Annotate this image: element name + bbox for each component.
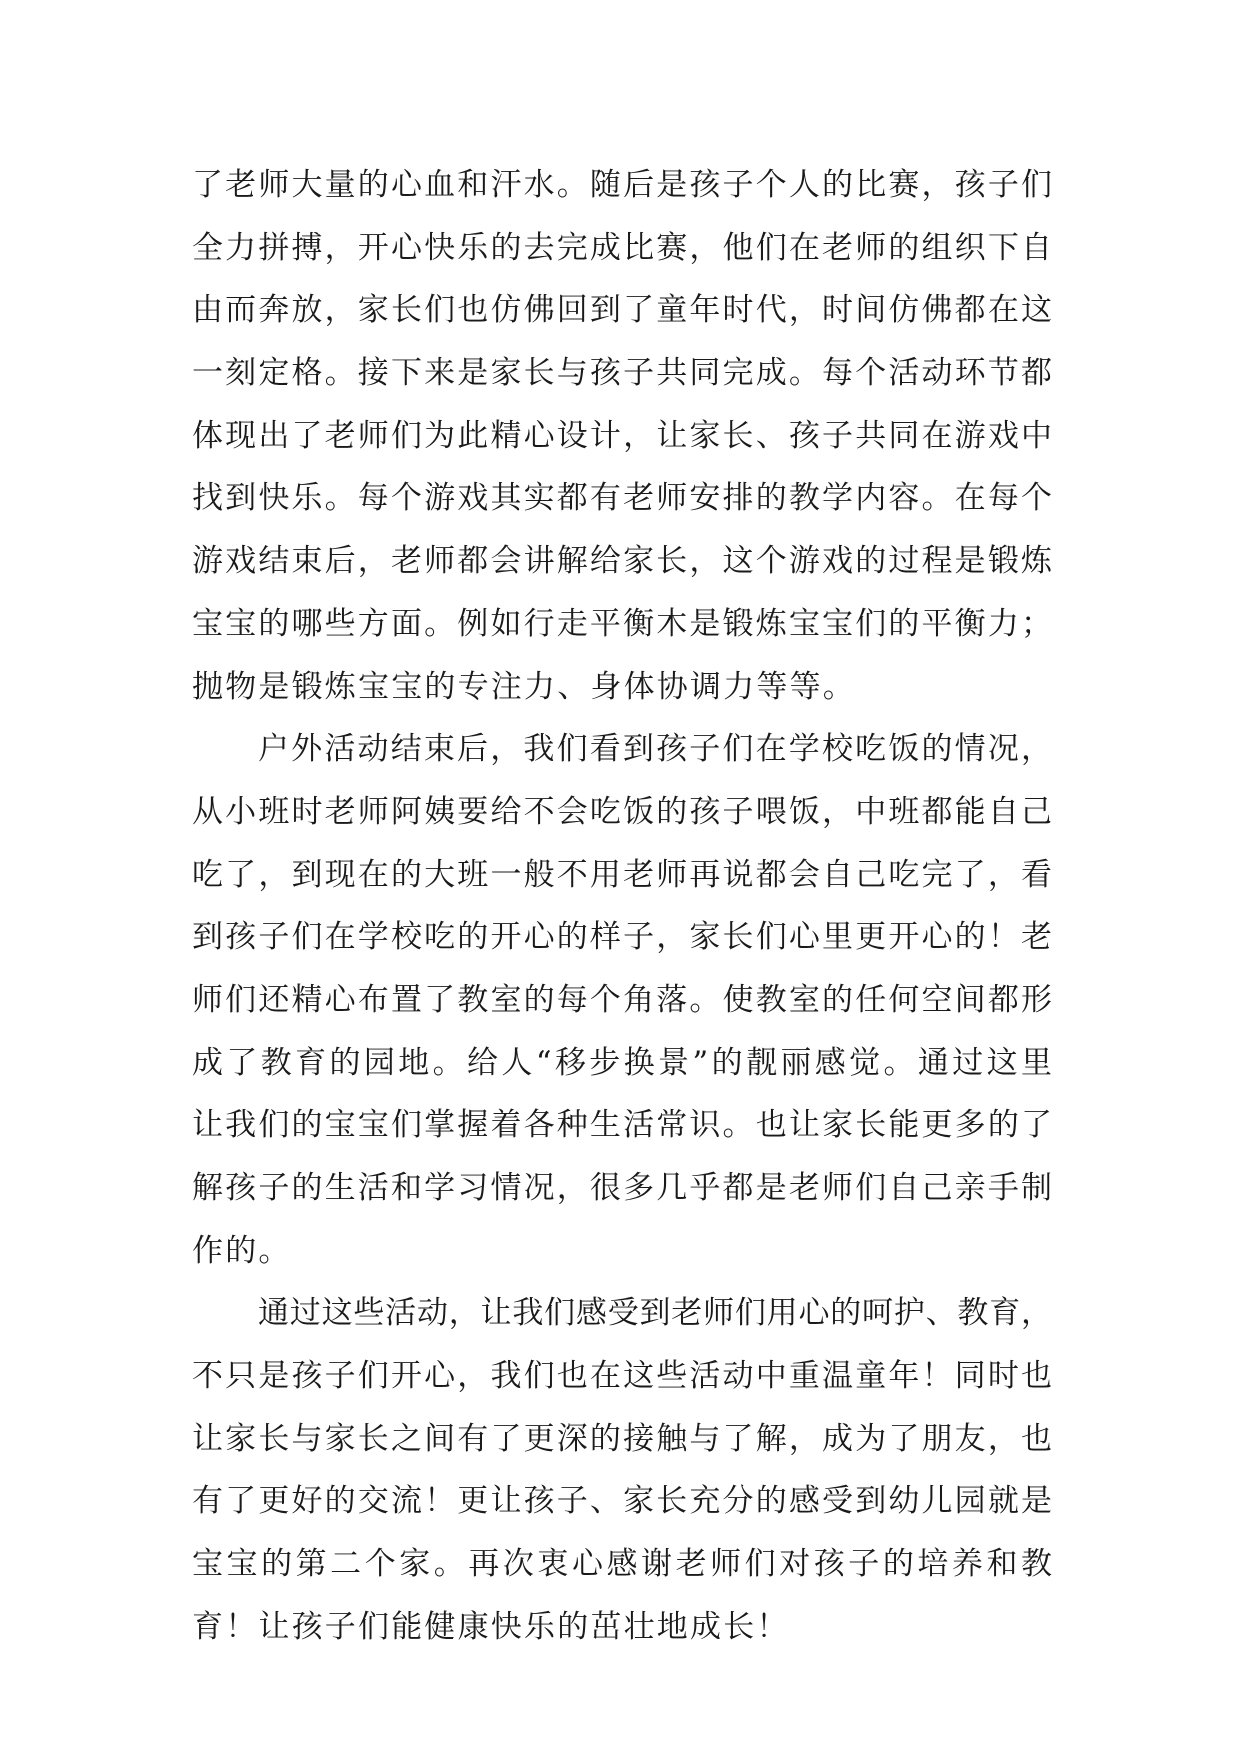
- text-line: 让我们的宝宝们掌握着各种生活常识。也让家长能更多的了: [192, 1107, 1052, 1144]
- text-line: 了老师大量的心血和汗水。随后是孩子个人的比赛，孩子们: [192, 167, 1052, 203]
- paragraph-2: [192, 718, 1052, 1282]
- text-line: 抛物是锻炼宝宝的专注力、身体协调力等等。: [192, 668, 856, 705]
- text-line: 找到快乐。每个游戏其实都有老师安排的教学内容。在每个: [192, 480, 1052, 517]
- text-line: 由而奔放，家长们也仿佛回到了童年时代，时间仿佛都在这: [192, 292, 1052, 329]
- text-line: 有了更好的交流！更让孩子、家长充分的感受到幼儿园就是: [192, 1483, 1052, 1520]
- text-line: 通过这些活动，让我们感受到老师们用心的呵护、教育，: [258, 1295, 1052, 1332]
- text-line: 一刻定格。接下来是家长与孩子共同完成。每个活动环节都: [192, 355, 1052, 392]
- text-line: 吃了，到现在的大班一般不用老师再说都会自己吃完了，看: [192, 856, 1052, 893]
- paragraph-3: [192, 1282, 1052, 1658]
- text-line: 不只是孩子们开心，我们也在这些活动中重温童年！同时也: [192, 1358, 1052, 1395]
- text-line: 户外活动结束后，我们看到孩子们在学校吃饭的情况，: [258, 731, 1052, 768]
- text-line: 从小班时老师阿姨要给不会吃饭的孩子喂饭，中班都能自己: [192, 793, 1052, 830]
- text-line: 作的。: [192, 1232, 292, 1269]
- text-line: 成了教育的园地。给人“移步换景”的靓丽感觉。通过这里: [192, 1044, 1052, 1081]
- text-line: 解孩子的生活和学习情况，很多几乎都是老师们自己亲手制: [192, 1170, 1052, 1206]
- text-line: 游戏结束后，老师都会讲解给家长，这个游戏的过程是锻炼: [192, 543, 1052, 580]
- text-line: 到孩子们在学校吃的开心的样子，家长们心里更开心的！老: [192, 919, 1052, 956]
- text-line: 宝宝的第二个家。再次衷心感谢老师们对孩子的培养和教: [192, 1546, 1052, 1583]
- text-line: 宝宝的哪些方面。例如行走平衡木是锻炼宝宝们的平衡力；: [192, 605, 1052, 642]
- text-line: 师们还精心布置了教室的每个角落。使教室的任何空间都形: [192, 981, 1052, 1018]
- text-line: 全力拼搏，开心快乐的去完成比赛，他们在老师的组织下自: [192, 229, 1052, 266]
- text-line: 体现出了老师们为此精心设计，让家长、孩子共同在游戏中: [192, 417, 1052, 454]
- text-line: 育！让孩子们能健康快乐的茁壮地成长！: [192, 1608, 790, 1645]
- paragraph-1: [192, 154, 1052, 718]
- text-line: 让家长与家长之间有了更深的接触与了解，成为了朋友，也: [192, 1420, 1052, 1457]
- body-text: [192, 154, 1052, 1659]
